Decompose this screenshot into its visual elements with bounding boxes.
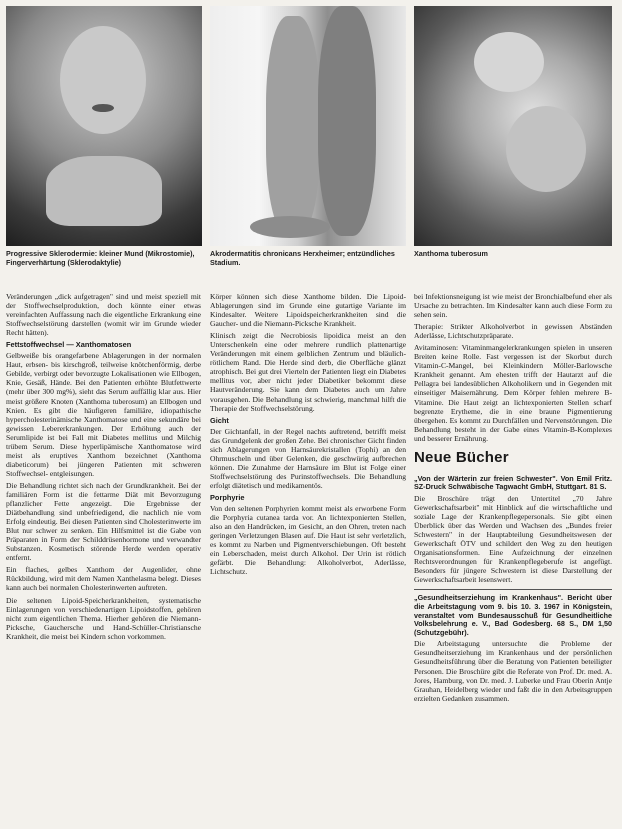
caption-photo-1: Progressive Sklerodermie: kleiner Mund (Mikrostomie), Fingerverhärtung (Sklerodaktylie) <box>6 249 195 267</box>
paragraph: Körper können sich diese Xanthome bilden. Die Lipoid-Ablagerungen sind im Grunde eine gutartige Variante im Kindesalter. Weitere Lipoidspeicherkrankheiten sind die Gaucher- und die Niemann-Picksche Krankheit. <box>210 292 406 329</box>
text-column-3 <box>414 292 612 703</box>
subheading: Gicht <box>210 415 229 425</box>
paragraph: bei Infektionsneigung ist wie meist der Bronchialbefund eher als Ursache zu betrachten. Im Kindesalter kann auch diese Form zu sehen sein. <box>414 292 612 320</box>
paragraph: Gelbweiße bis orangefarbene Ablagerungen in der normalen Haut, erbsen- bis kirschgroß, teilweise knötchenförmig, derbe Gebilde, verbirgt oder bevorzugte Lokalisationen wie Ellbogen, Knie, Gesäß, Hände. Bei den Patienten erhöhte Blutfettwerte (mehr über 300 mg%), sieht das Serum auffällig klar aus. Hier meist größere Knoten (Xanthoma tuberosum) an Ellbogen und Knien. Es gibt die häufigeren familiäre, idiopathische hypercholesterinämische Xanthomatose und eine sekundäre bei gewissen Lebererkrankungen. Der Erhöhung auch der Serumlipide ist bei Fall mit Diabetes mellitus und Milchig trübem Serum. Diese hyperlipämische Xanthomatose wird meist als eruptives Xanthom bezeichnet (Xanthoma diabeticorum) bei jüngeren Patienten mit schweren Stoffwechsel- entgleisungen. <box>6 351 201 478</box>
book-2-text: Die Arbeitstagung untersuchte die Probleme der Gesundheitserziehung im Krankenhaus und der persönlichen Gesundheitsführung über die Beratung von Patienten beteiligter Personen. Die Broschüre gibt die Referate von Prof. Dr. med. A. Jores, Hamburg, von Dr. med. J. Luberke und Frau Oberin Antje Grauhan, Heidelberg wieder und faßt die in den Arbeitsgruppen erzielten Gedanken zusammen. <box>414 639 612 703</box>
text-column-3-top <box>414 292 612 443</box>
subheading: Porphyrie <box>210 492 245 502</box>
section-heading-neue-buecher: Neue Bücher <box>414 448 509 466</box>
divider <box>414 589 612 590</box>
paragraph: Ein flaches, gelbes Xanthom der Augenlider, ohne Rückbildung, wird mit dem Namen Xanthelasma belegt. Dieses kann auch bei normalen Cholesterinwerten auftreten. <box>6 565 201 593</box>
leg-shape-right <box>318 6 376 236</box>
paragraph: Der Gichtanfall, in der Regel nachts auftretend, betrifft meist das Grundgelenk der großen Zehe. Bei chronischer Gicht finden sich Ablagerungen von Harnsäurekristallen (Tophi) an den Ohrmuscheln und über Gelenken, die geschwürig aufbrechen können. Die Zunahme der Harnsäure im Blut ist Folge einer Stoffwechselstörung des Purinstoffwechsels. Die Behandlung erfolgt diätetisch und medikamentös. <box>210 426 406 490</box>
paragraph: Avitaminosen: Vitaminmangelerkrankungen spielen in unseren Breiten keine Rolle. Fast vergessen ist der Skorbut durch Vitamin-C-Mangel, bei Kleinkindern Möller-Barlowsche Krankheit genannt. Am ehesten trifft der Hautarzt auf die Pellagra bei landesüblichen Alkoholikern und in Gegenden mit einseitiger Maisernährung. Dem Körper fehlen mehrere B-Vitamine. Die Haut zeigt an lichtexponierten Stellen scharf begrenzte Erytheme, die in eine braune Pigmentierung übergehen. Es kommt zu Durchfällen und Nervenstörungen. Die Behandlung besteht in der Gabe eines Vitamin-B-Komplexes und besserer Ernährung. <box>414 343 612 443</box>
knee-nodule-1 <box>474 32 544 92</box>
book-2-title: „Gesundheitserziehung im Krankenhaus". Bericht über die Arbeitstagung vom 9. bis 10. 3. 1967 in Königstein, veranstaltet vom Bundesausschuß für Gesundheitliche Volksbelehrung e. V., Bad Godesberg. 68 S., DM 1,50 (Schutzgebühr). <box>414 593 612 637</box>
hands-shape <box>46 156 162 226</box>
paragraph: Die seltenen Lipoid-Speicherkrankheiten, systematische Einlagerungen von verschiedenartigen Lipoidstoffen, gehören nicht zum eigentlichen Thema. Hierher gehören die Niemann-Picksche, Gauchersche und Hand-Schüller-Christiansche Krankheit, die meist bei Kindern schon vorkommen. <box>6 595 201 641</box>
foot-shape <box>250 216 330 238</box>
paragraph: Klinisch zeigt die Necrobiosis lipoidica meist an den Unterschenkeln eine oder mehrere rundlich plattenartige Veränderungen mit einem gelblichen Zentrum und bläulich-rötlichem Rand. Die Herde sind derb, die Oberfläche glänzt atrophisch. Bei gut drei Vierteln der Patienten liegt ein Diabetes mellitus vor, aber nicht jeder Diabetiker bekommt diese Hautveränderung. Sie kann dem Diabetes auch um Jahre vorausgehen. Die Behandlung ist schwierig, manchmal hilft die Therapie der Stoffwechselstörung. <box>210 331 406 413</box>
paragraph: Veränderungen „dick aufgetragen" sind und meist speziell mit der Stoffwechselproduktion, doch könnte einer etwas vereinfachten Auffassung nach die eigentliche Erkrankung eine Stoffwechselstörung darstellen (womit wir im Grunde wieder Recht hätten). <box>6 292 201 338</box>
subheading: Fettstoffwechsel — Xanthomatosen <box>6 340 132 350</box>
mouth-shape <box>92 104 114 112</box>
leg-shape-left <box>266 16 320 236</box>
paragraph: Therapie: Strikter Alkoholverbot in gewissen Abständen Aderlässe, Lichtschutzpräparate. <box>414 322 612 341</box>
caption-photo-3: Xanthoma tuberosum <box>414 249 488 258</box>
photo-xanthoma-knee <box>414 6 612 246</box>
book-1-text: Die Broschüre trägt den Untertitel „70 Jahre Gewerkschaftsarbeit" mit Hinblick auf die wirtschaftliche und soziale Lage der Krankenpflegepersonals. Sie gibt einen Überblick über das Werden und Wachsen des „Bundes freier Schwestern" in der Hauptabteilung Gesundheitswesen der Gewerkschaft ÖTV und schildert den Weg zu den heutigen Organisationsformen. Eine Aufzeichnung der einzelnen Rechtsverordnungen für Krankenpflegeberufe ist angefügt. Besonders für jüngere Schwestern ist diese Darstellung der Gewerkschaftsarbeit lesenswert. <box>414 493 612 585</box>
knee-nodule-2 <box>506 106 586 192</box>
photo-scleroderma-face <box>6 6 202 246</box>
text-column-1 <box>6 292 201 644</box>
paragraph: Von den seltenen Porphyrien kommt meist als erworbene Form die Porphyria cutanea tarda vor. An lichtexponierten Stellen, also an den Handrücken, im Gesicht, an den Ohren, treten nach geringen Verletzungen Blasen auf. Die Haut ist sehr verletzlich, es kommt zu Narben und Pigmentverschiebungen. Oft besteht ein Leberschaden, meist durch Alkohol. Der Urin ist rötlich gefärbt. Die Behandlung: Alkoholverbot, Aderlässe, Lichtschutz. <box>210 504 406 577</box>
book-1-title: „Von der Wärterin zur freien Schwester". Von Emil Fritz. SZ-Druck Schwäbische Tagwacht GmbH, Stuttgart. 81 S. <box>414 473 612 492</box>
face-shape <box>60 26 146 134</box>
text-column-2 <box>210 292 406 579</box>
caption-photo-2: Akrodermatitis chronicans Herxheimer; entzündliches Stadium. <box>210 249 395 267</box>
photo-acrodermatitis-legs <box>210 6 406 246</box>
paragraph: Die Behandlung richtet sich nach der Grundkrankheit. Bei der familiären Form ist die fettarme Diät mit Bevorzugung pflanzlicher Fette angezeigt. Die Ergebnisse der Diätbehandlung sind unbefriedigend, die nachlich nie vom Erfolg eindeutig. Bei diesen Patienten sind Cholesterinwerte im Blut nur schwer zu senken. Ein Hilfsmittel ist die Gabe von Präparaten in Form der Schilddrüsenhormone und verwandter Substanzen. Kosmetisch störende Herde werden operativ entfernt. <box>6 480 201 563</box>
